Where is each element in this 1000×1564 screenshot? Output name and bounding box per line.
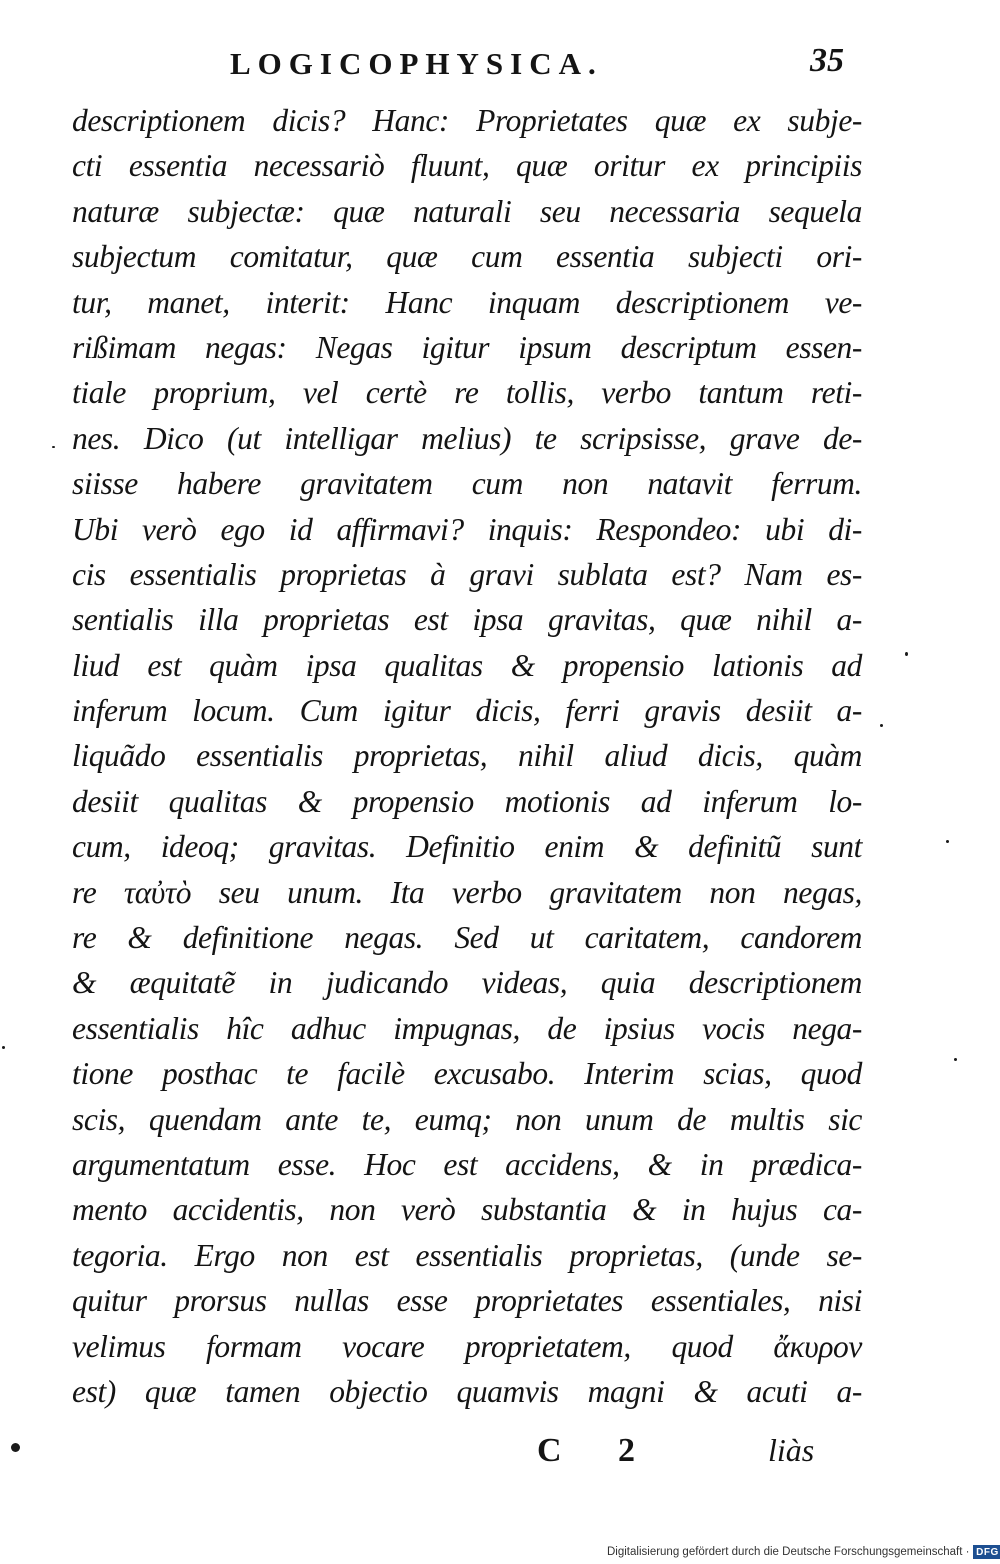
ink-speck bbox=[52, 446, 55, 448]
text-line: nes. Dico (ut intelligar melius) te scripsisse, grave de- bbox=[72, 420, 862, 456]
text-line: essentialis hîc adhuc impugnas, de ipsius vocis nega- bbox=[72, 1010, 862, 1046]
text-line: tegoria. Ergo non est essentialis proprietas, (unde se- bbox=[72, 1237, 862, 1273]
catchword: liàs bbox=[768, 1432, 815, 1468]
text-line: argumentatum esse. Hoc est accidens, & in prædica- bbox=[72, 1146, 862, 1182]
text-line: tur, manet, interit: Hanc inquam descriptionem ve- bbox=[72, 284, 862, 320]
text-line: est) quæ tamen objectio quamvis magni & acuti a- bbox=[72, 1373, 862, 1409]
running-head: LOGICOPHYSICA. bbox=[230, 46, 603, 81]
text-line: scis, quendam ante te, eumq; non unum de multis sic bbox=[72, 1101, 862, 1137]
ink-speck bbox=[954, 1058, 957, 1061]
text-line: inferum locum. Cum igitur dicis, ferri gravis desiit a- bbox=[72, 693, 862, 729]
text-line: cum, ideoq; gravitas. Definitio enim & definitũ sunt bbox=[72, 829, 862, 865]
text-line: cis essentialis proprietas à gravi sublata est? Nam es- bbox=[72, 556, 862, 592]
text-line: Ubi verò ego id affirmavi? inquis: Respondeo: ubi di- bbox=[72, 511, 862, 547]
text-line: sentialis illa proprietas est ipsa gravitas, quæ nihil a- bbox=[72, 602, 862, 638]
text-line: cti essentia necessariò fluunt, quæ oritur ex principiis bbox=[72, 148, 862, 184]
text-line: velimus formam vocare proprietatem, quod ἄκυρον bbox=[72, 1328, 862, 1364]
ink-speck bbox=[905, 652, 908, 656]
text-line: tione posthac te facilè excusabo. Interim scias, quod bbox=[72, 1056, 862, 1092]
credit-text: Digitalisierung gefördert durch die Deutsche Forschungsgemeinschaft · bbox=[607, 1546, 970, 1558]
text-line: desiit qualitas & propensio motionis ad inferum lo- bbox=[72, 783, 862, 819]
body-text bbox=[72, 98, 862, 1414]
text-line: & æquitatẽ in judicando videas, quia descriptionem bbox=[72, 965, 862, 1001]
ink-speck bbox=[880, 724, 883, 727]
page-header bbox=[80, 42, 850, 92]
dfg-logo: DFG bbox=[973, 1545, 1000, 1559]
text-line: quitur prorsus nullas esse proprietates essentiales, nisi bbox=[72, 1283, 862, 1319]
ink-speck bbox=[11, 1443, 20, 1452]
ink-speck bbox=[2, 1046, 5, 1049]
signature-mark: C 2 bbox=[537, 1432, 660, 1469]
digitization-credit bbox=[607, 1544, 1000, 1560]
text-line: subjectum comitatur, quæ cum essentia subjecti ori- bbox=[72, 239, 862, 275]
page-number: 35 bbox=[810, 42, 844, 79]
text-line: descriptionem dicis? Hanc: Proprietates quæ ex subje- bbox=[72, 103, 862, 138]
page-footer bbox=[0, 1432, 1000, 1492]
text-line: liud est quàm ipsa qualitas & propensio lationis ad bbox=[72, 647, 862, 683]
text-line: rißimam negas: Negas igitur ipsum descriptum essen- bbox=[72, 329, 862, 365]
text-line: re & definitione negas. Sed ut caritatem, candorem bbox=[72, 920, 862, 956]
text-line: tiale proprium, vel certè re tollis, verbo tantum reti- bbox=[72, 375, 862, 411]
text-line: liquãdo essentialis proprietas, nihil aliud dicis, quàm bbox=[72, 738, 862, 774]
text-line: siisse habere gravitatem cum non natavit ferrum. bbox=[72, 466, 862, 502]
ink-speck bbox=[946, 840, 949, 843]
text-line: naturæ subjectæ: quæ naturali seu necessaria sequela bbox=[72, 193, 862, 229]
text-line: re ταὐτὸ seu unum. Ita verbo gravitatem non negas, bbox=[72, 874, 862, 910]
text-line: mento accidentis, non verò substantia & in hujus ca- bbox=[72, 1192, 862, 1228]
